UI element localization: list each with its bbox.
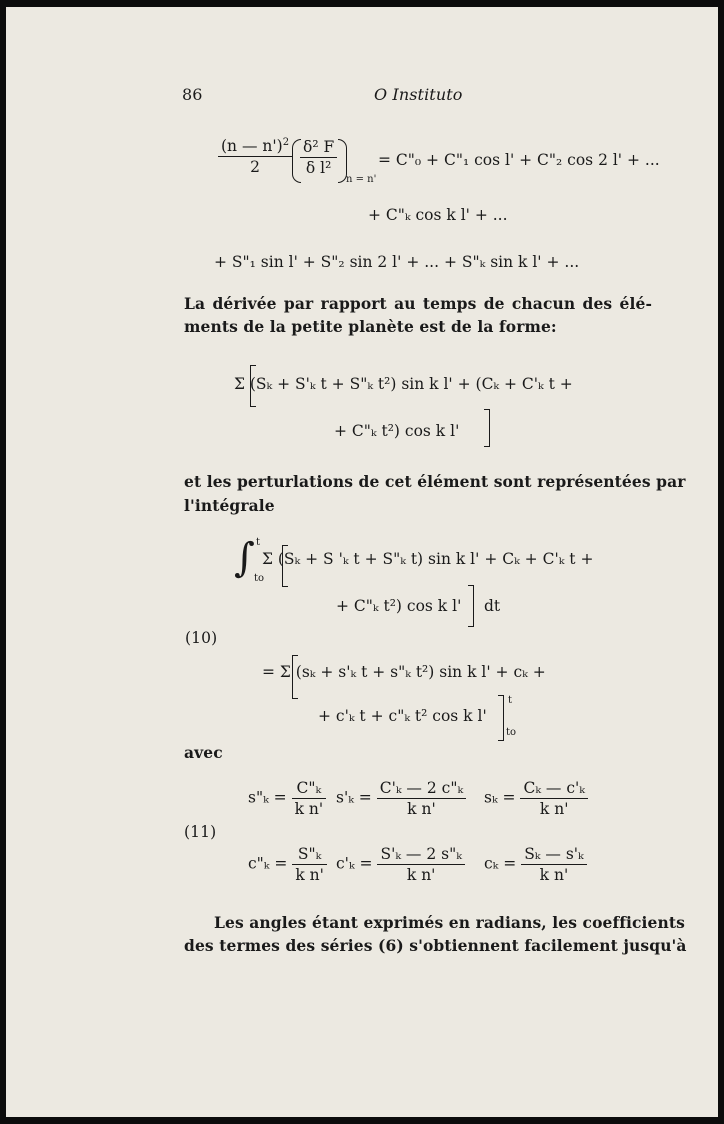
eq11-term-denominator: k n' bbox=[406, 866, 436, 884]
eq11-term-numerator: Cₖ — c'ₖ bbox=[520, 779, 587, 799]
paragraph-3-line-1: Les angles étant exprimés en radians, les coefficients bbox=[214, 913, 685, 932]
eq9-rhs-line1: = C"₀ + C"₁ cos l' + C"₂ cos 2 l' + ... bbox=[378, 151, 660, 169]
eq10-rhs-right-bracket bbox=[498, 695, 504, 741]
eq10-line2: + C"ₖ t²) cos k l' bbox=[336, 597, 462, 615]
eq11-term-numerator: Sₖ — s'ₖ bbox=[521, 845, 587, 865]
eq9-lhs-fraction bbox=[218, 137, 292, 176]
eq11-c-double-prime bbox=[248, 845, 327, 884]
sum-expression-line2: + C"ₖ t²) cos k l' bbox=[334, 422, 460, 440]
eq10-label: (10) bbox=[185, 629, 218, 647]
eq10-line1: Σ (Sₖ + S 'ₖ t + S"ₖ t) sin k l' + Cₖ + C'ₖ t + bbox=[262, 550, 594, 568]
eq11-term-lhs: cₖ = bbox=[484, 854, 517, 873]
integral-upper-limit: t bbox=[256, 537, 261, 548]
scanned-page bbox=[6, 7, 718, 1117]
integral-lower-limit: to bbox=[254, 573, 265, 584]
eq11-term-denominator: k n' bbox=[295, 866, 324, 884]
eq11-term-lhs: sₖ = bbox=[484, 788, 516, 807]
eq11-term-numerator: C'ₖ — 2 c"ₖ bbox=[377, 779, 466, 799]
eq9-derivative-numerator: δ² F bbox=[300, 138, 337, 158]
eq11-term-denominator: k n' bbox=[539, 800, 569, 818]
eq11-term-lhs: c"ₖ = bbox=[248, 854, 288, 873]
eq9-lhs-denominator: 2 bbox=[250, 158, 260, 176]
page-number: 86 bbox=[182, 85, 203, 104]
eq9-lhs-numerator: (n — n') bbox=[221, 137, 283, 155]
eq9-rhs-line2: + C"ₖ cos k l' + ... bbox=[368, 206, 508, 224]
eq11-term-numerator: S"ₖ bbox=[292, 845, 327, 865]
eq9-lhs-exponent: 2 bbox=[282, 137, 290, 148]
paragraph-1-line-2: ments de la petite planète est de la forme: bbox=[184, 317, 557, 336]
eq11-c bbox=[484, 845, 587, 884]
eq11-term-lhs: s"ₖ = bbox=[248, 788, 287, 807]
eq11-c-prime bbox=[336, 845, 465, 884]
eq11-term-denominator: k n' bbox=[294, 800, 324, 818]
paragraph-1-line-1: La dérivée par rapport au temps de chacun des élé- bbox=[184, 294, 652, 313]
eq10-dt: dt bbox=[484, 597, 501, 615]
eq9-derivative-denominator: δ l² bbox=[305, 159, 332, 177]
eq10-evaluation-upper: t bbox=[508, 695, 513, 706]
eq11-term-denominator: k n' bbox=[539, 866, 569, 884]
paragraph-3-line-2: des termes des séries (6) s'obtiennent facilement jusqu'à bbox=[184, 936, 687, 955]
eq9-derivative bbox=[300, 138, 337, 177]
eq11-label: (11) bbox=[184, 823, 217, 841]
eq11-term-lhs: s'ₖ = bbox=[336, 788, 372, 807]
sum-expression-line1: Σ (Sₖ + S'ₖ t + S"ₖ t²) sin k l' + (Cₖ + C'ₖ t + bbox=[234, 375, 573, 393]
eq10-evaluation-lower: to bbox=[506, 727, 517, 738]
eq10-line4: + c'ₖ t + c"ₖ t² cos k l' bbox=[318, 707, 487, 725]
eq9-evaluation-point: n = n' bbox=[346, 174, 377, 185]
eq10-right-bracket bbox=[468, 585, 474, 627]
integral-sign: ∫ bbox=[234, 535, 255, 581]
sum-right-bracket bbox=[484, 409, 490, 447]
avec-label: avec bbox=[184, 743, 223, 762]
eq9-rhs-line3: + S"₁ sin l' + S"₂ sin 2 l' + ... + S"ₖ sin k l' + ... bbox=[214, 253, 580, 271]
eq11-term-lhs: c'ₖ = bbox=[336, 854, 373, 873]
running-title: O Instituto bbox=[374, 85, 463, 104]
eq11-s-prime bbox=[336, 779, 466, 818]
eq11-s-double-prime bbox=[248, 779, 326, 818]
paragraph-2-line-1: et les perturlations de cet élément sont représentées par bbox=[184, 472, 686, 491]
eq11-term-numerator: C"ₖ bbox=[292, 779, 327, 799]
eq11-s bbox=[484, 779, 588, 818]
eq11-term-numerator: S'ₖ — 2 s"ₖ bbox=[377, 845, 464, 865]
eq11-term-denominator: k n' bbox=[407, 800, 436, 818]
eq10-line3: = Σ (sₖ + s'ₖ t + s"ₖ t²) sin k l' + cₖ + bbox=[262, 663, 546, 681]
paragraph-2-line-2: l'intégrale bbox=[184, 496, 275, 515]
